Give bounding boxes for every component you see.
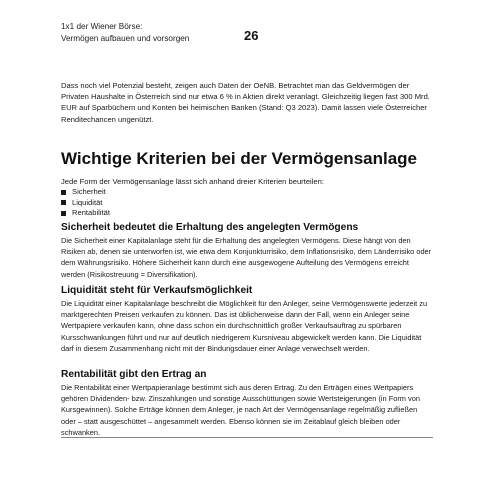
intro-paragraph: Dass noch viel Potenzial besteht, zeigen auch Daten der OeNB. Betrachtet man das Geldvermögen der Privaten Haushalte in Österreich sind nur etwa 6 % in Aktien direkt veranlagt. Gleichzeitig liegen fast 300 Mrd. EUR auf Sparbüchern und Konten bei heimischen Banken (Stand: Q3 2023). Damit lassen viele Österreicher Renditechancen ungenützt. [61,81,430,124]
square-bullet-icon [61,211,66,216]
running-header [61,21,189,45]
list-item [61,187,110,198]
criteria-item-label: Sicherheit [72,187,106,196]
criteria-item-label: Liquidität [72,197,103,207]
section-body: Die Sicherheit einer Kapitalanlage steht für die Erhaltung des angelegten Vermögens. Diese hängt von den Risiken ab, denen sie unterworfen ist, wie etwa dem Konjunkturrisiko, dem Inflationsrisiko, dem Länderrisiko oder dem Währungsrisiko. Höhere Sicherheit kann durch eine ausgewogene Aufteilung des Vermögens erreicht werden (Risikostreuung = Diversifikation). [61,236,432,279]
running-title-line1: 1x1 der Wiener Börse: [61,22,143,31]
list-item [61,208,110,219]
section-body: Die Liquidität einer Kapitalanlage beschreibt die Möglichkeit für den Anleger, seine Vermögenswerte jederzeit zu marktgerechten Preisen verkaufen zu können. Das ist üblicherweise dann der Fall, wenn ein Anleger seine Wertpapiere verkaufen kann, ohne dass schon ein durchschnittlich großer Verkaufsauftrag zu spürbaren Kursschwankungen führt und nur auf deutlich niedrigerem Kursniveau abgewickelt werden kann. Die Liquidität darf in diesem Zusammenhang nicht mit der Bindungsdauer einer Anlage verwechselt werden. [61,299,428,353]
section-heading: Liquidität steht für Verkaufsmöglichkeit [61,285,253,296]
main-heading: Wichtige Kriterien bei der Vermögensanlage [61,149,418,168]
page-number: 26 [244,28,259,43]
criteria-list [61,187,110,219]
criteria-intro: Jede Form der Vermögensanlage lässt sich anhand dreier Kriterien beurteilen: [61,177,324,186]
section-heading: Sicherheit bedeutet die Erhaltung des angelegten Vermögens [61,222,359,233]
list-item [61,198,110,209]
section-profitability [61,369,433,438]
criteria-item-label: Rentabilität [72,208,110,218]
section-liquidity [61,285,433,354]
bottom-divider [61,437,433,438]
running-title-line2: Vermögen aufbauen und vorsorgen [61,34,190,43]
section-heading: Rentabilität gibt den Ertrag an [61,369,207,380]
square-bullet-icon [61,200,66,205]
section-body: Die Rentabilität einer Wertpapieranlage bestimmt sich aus deren Ertrag. Zu den Erträgen eines Wertpapiers gehören Dividenden- bzw. Zinszahlungen und sonstige Ausschüttungen sowie Wertsteigerungen (in Form von Kursgewinnen). Solche Erträge können dem Anleger, je nach Art der Vermögensanlage regelmäßig zufließen oder – statt ausgeschüttet – angesammelt werden. Ebenso können sie im Zeitablauf gleich bleiben oder schwanken. [61,383,420,437]
section-security [61,222,433,280]
square-bullet-icon [61,190,66,195]
